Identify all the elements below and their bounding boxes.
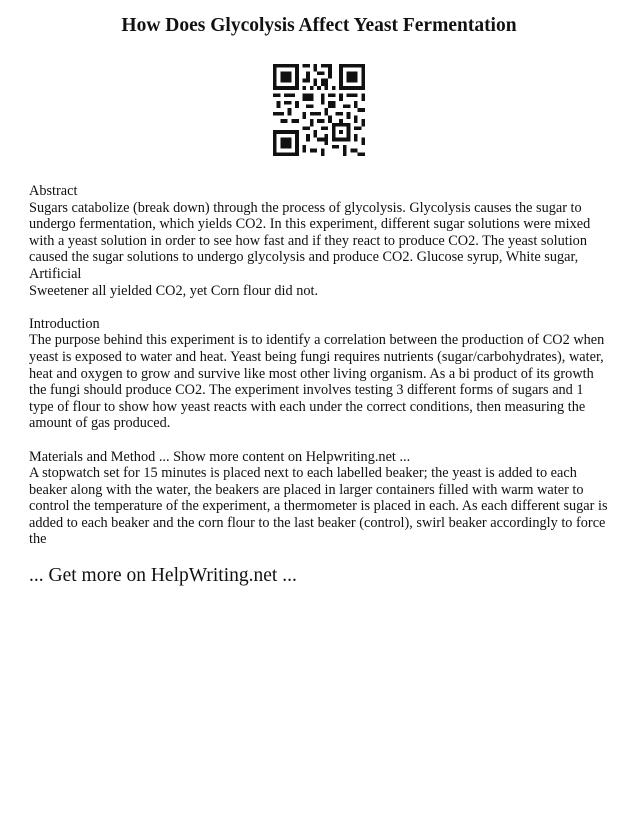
abstract-heading: Abstract [29,183,78,199]
introduction-heading: Introduction [29,315,100,332]
abstract-paragraph: Sugars catabolize (break down) through the process of glycolysis. Glycolysis causes the sugar to undergo fermentation, which yields CO2. In this experiment, different sugar solutions were mixed with a yeast solution in order to see how fast and if they react to produce CO2. The yeast solution caused the sugar solutions to undergo glycolysis and produce CO2. Glucose syrup, White sugar, Artificial [29,199,591,282]
materials-paragraph: A stopwatch set for 15 minutes is placed next to each labelled beaker; the yeast is added to each beaker along with the water, the beakers are placed in larger containers filled with warm water to control the temperature of the experiment, a thermometer is placed in each. As each different sugar is added to each beaker and the corn flour to the last beaker (control), swirl beaker accordingly to force the [29,465,608,548]
introduction-paragraph: The purpose behind this experiment is to identify a correlation between the production of CO2 when yeast is exposed to water and heat. Yeast being fungi requires nutrients (sugar/carbohydrates), water, heat and oxygen to grow and survive like most other living organism. As a bi product of its growth the fungi should produce CO2. The experiment involves testing 3 different forms of sugars and 1 type of flour to show how yeast reacts with each under the correct conditions, then measuring the amount of gas produced. [29,332,605,432]
qr-code[interactable] [273,64,365,156]
document-body [29,183,609,565]
document-title: How Does Glycolysis Affect Yeast Fermentation [121,15,517,36]
qr-code-icon [273,64,365,156]
get-more-link[interactable]: ... Get more on HelpWriting.net ... [29,565,297,586]
abstract-section [29,183,609,299]
materials-heading: Materials and Method ... Show more content on Helpwriting.net ... [29,448,411,465]
abstract-paragraph-continued: Sweetener all yielded CO2, yet Corn flour did not. [29,282,319,299]
introduction-section [29,316,609,432]
materials-section [29,449,609,549]
